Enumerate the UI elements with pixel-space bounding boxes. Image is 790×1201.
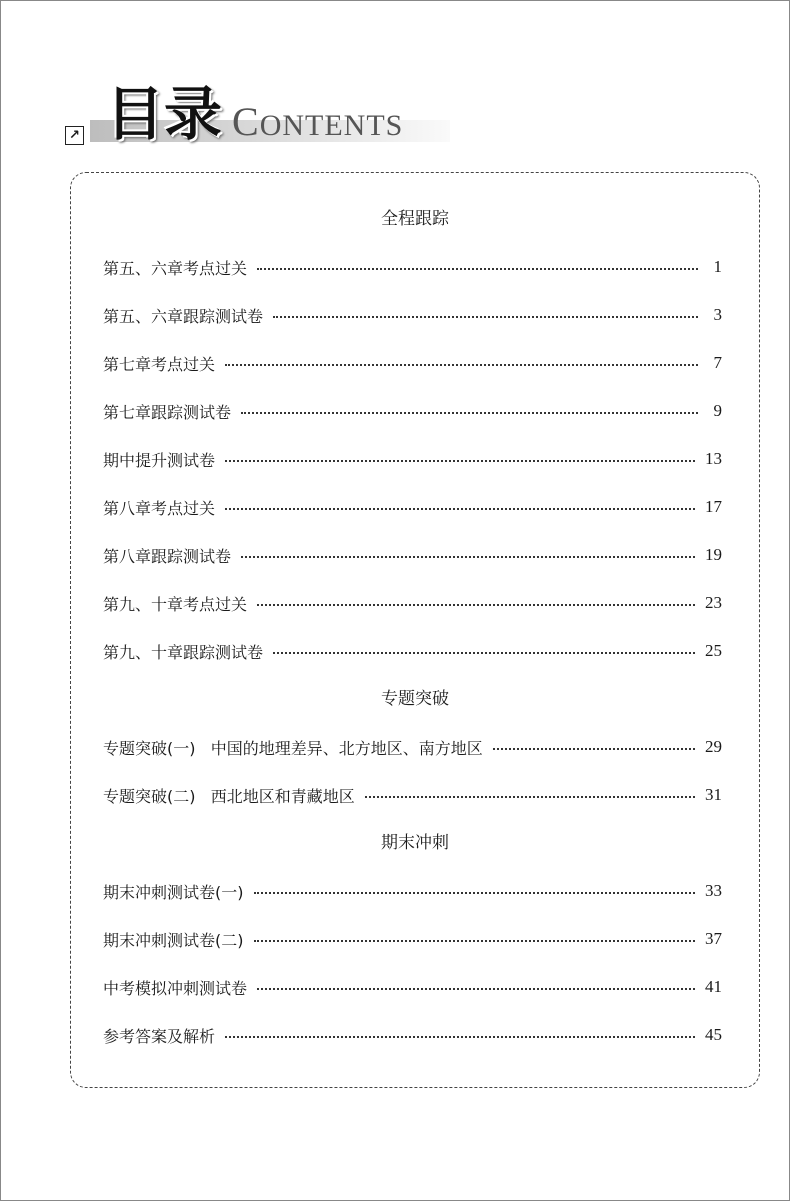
entry-label: 期末冲刺测试卷(二) (103, 930, 244, 950)
entry-label: 参考答案及解析 (103, 1026, 216, 1046)
entry-label: 第五、六章跟踪测试卷 (103, 306, 264, 326)
arrow-up-right-icon: ↗ (65, 126, 84, 145)
toc-entry[interactable] (71, 531, 759, 579)
toc-entry[interactable] (71, 1011, 759, 1059)
entry-label: 第九、十章考点过关 (103, 594, 248, 614)
entry-label: 第八章跟踪测试卷 (103, 546, 232, 566)
page-number: 13 (705, 449, 722, 468)
section-title: 期末冲刺 (381, 833, 449, 853)
page-number: 25 (705, 641, 722, 660)
dot-leader (241, 556, 695, 558)
toc-entry[interactable] (71, 915, 759, 963)
entry-label: 第七章考点过关 (103, 354, 216, 374)
dot-leader (273, 316, 698, 318)
entry-label: 第八章考点过关 (103, 498, 216, 518)
dot-leader (241, 412, 698, 414)
toc-entry[interactable] (71, 579, 759, 627)
toc-header (62, 82, 452, 146)
toc-box (70, 172, 760, 1088)
title-en-first: C (232, 99, 260, 144)
page-number: 7 (713, 353, 722, 372)
toc-entry[interactable] (71, 435, 759, 483)
page-number: 29 (705, 737, 722, 756)
title-en-rest: ONTENTS (259, 109, 404, 142)
entry-label: 期末冲刺测试卷(一) (103, 882, 244, 902)
dot-leader (257, 604, 695, 606)
page-number: 19 (705, 545, 722, 564)
entry-label: 专题突破(二) 西北地区和青藏地区 (103, 786, 355, 806)
page-number: 23 (705, 593, 722, 612)
dot-leader (493, 748, 695, 750)
page-number: 9 (713, 401, 722, 420)
toc-entry[interactable] (71, 771, 759, 819)
toc-entry[interactable] (71, 339, 759, 387)
toc-entry[interactable] (71, 627, 759, 675)
toc-entry[interactable] (71, 867, 759, 915)
toc-entry[interactable] (71, 963, 759, 1011)
page-number: 1 (713, 257, 722, 276)
toc-entry[interactable] (71, 387, 759, 435)
toc-entry[interactable] (71, 243, 759, 291)
page-number: 41 (705, 977, 722, 996)
toc-entry[interactable] (71, 483, 759, 531)
entry-label: 第五、六章考点过关 (103, 258, 248, 278)
dot-leader (225, 1036, 695, 1038)
dot-leader (254, 892, 696, 894)
section-title: 专题突破 (381, 689, 449, 709)
dot-leader (365, 796, 695, 798)
toc-entry[interactable] (71, 723, 759, 771)
dot-leader (225, 460, 695, 462)
page-number: 33 (705, 881, 722, 900)
page-number: 3 (713, 305, 722, 324)
entry-label: 专题突破(一) 中国的地理差异、北方地区、南方地区 (103, 738, 483, 758)
title-en (232, 100, 403, 148)
dot-leader (225, 364, 698, 366)
page-number: 17 (705, 497, 722, 516)
dot-leader (254, 940, 696, 942)
dot-leader (257, 268, 698, 270)
entry-label: 期中提升测试卷 (103, 450, 216, 470)
title-cn: 目录 (106, 80, 223, 148)
page-number: 45 (705, 1025, 722, 1044)
entry-label: 中考模拟冲刺测试卷 (103, 978, 248, 998)
entry-label: 第九、十章跟踪测试卷 (103, 642, 264, 662)
dot-leader (257, 988, 695, 990)
toc-entry[interactable] (71, 291, 759, 339)
dot-leader (225, 508, 695, 510)
dot-leader (273, 652, 695, 654)
page-number: 37 (705, 929, 722, 948)
entry-label: 第七章跟踪测试卷 (103, 402, 232, 422)
page-number: 31 (705, 785, 722, 804)
section-title: 全程跟踪 (381, 209, 449, 229)
